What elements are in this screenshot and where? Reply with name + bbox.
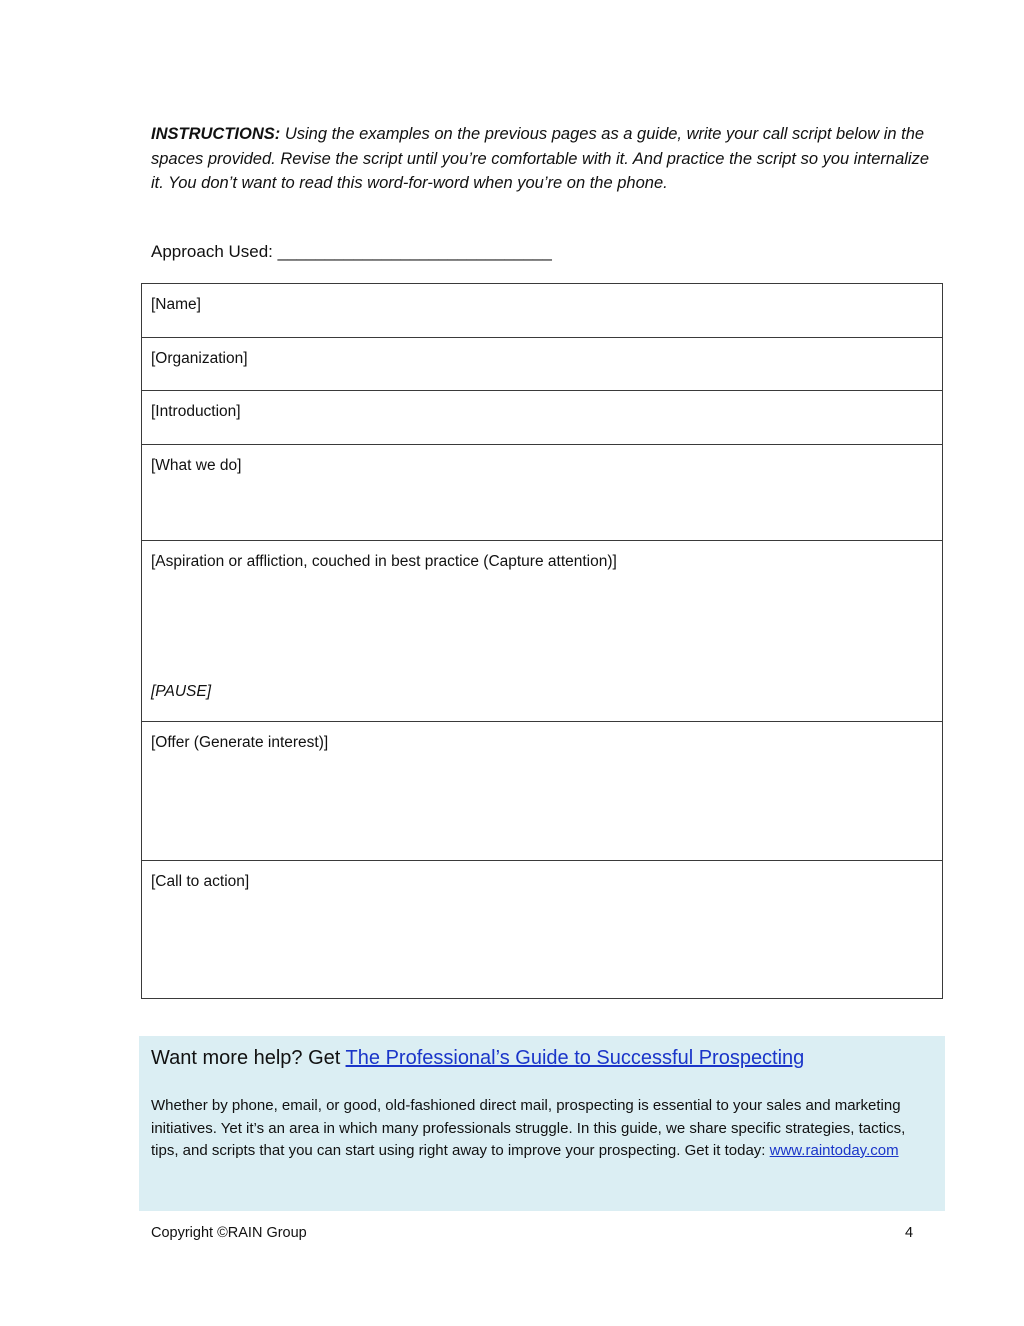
instructions-text: Using the examples on the previous pages as a guide, write your call script below in the spaces provided. Revise the script until you’re comfortable with it. And practice the script so you internalize it. You don’t want to read this word-for-word when you’re on the phone. bbox=[151, 125, 930, 192]
instructions-label: INSTRUCTIONS: bbox=[151, 125, 281, 143]
script-row-label: [Offer (Generate interest)] bbox=[151, 734, 329, 751]
more-help-body-text: Whether by phone, email, or good, old-fashioned direct mail, prospecting is essential to your sales and marketing initiatives. Yet it’s an area in which many professionals struggle. In this guide, we share specific strategies, tactics, tips, and scripts that you can start using right away to improve your prospecting. Get it today: bbox=[151, 1097, 906, 1159]
script-row-label: [What we do] bbox=[151, 457, 242, 474]
script-row-pause-note: [PAUSE] bbox=[151, 683, 212, 700]
script-row-aspiration[interactable] bbox=[142, 541, 942, 722]
script-row-label: [Call to action] bbox=[151, 873, 250, 890]
script-row-introduction[interactable] bbox=[142, 391, 942, 445]
script-row-what-we-do[interactable] bbox=[142, 445, 942, 541]
script-row-offer[interactable] bbox=[142, 722, 942, 861]
page-number: 4 bbox=[905, 1225, 914, 1241]
more-help-title bbox=[151, 1044, 804, 1072]
more-help-title-prefix: Want more help? Get bbox=[151, 1047, 346, 1069]
approach-used-line bbox=[151, 240, 552, 264]
guide-link[interactable]: The Professional’s Guide to Successful Prospecting bbox=[345, 1047, 805, 1069]
approach-used-blank: _____________________________ bbox=[277, 242, 552, 261]
script-row-label: [Introduction] bbox=[151, 403, 241, 420]
more-help-box bbox=[139, 1036, 945, 1211]
instructions-paragraph bbox=[151, 122, 941, 196]
script-row-label: [Name] bbox=[151, 296, 201, 313]
script-row-organization[interactable] bbox=[142, 338, 942, 391]
call-script-table bbox=[141, 283, 943, 999]
raintoday-link[interactable]: www.raintoday.com bbox=[769, 1142, 899, 1159]
copyright-text: Copyright ©RAIN Group bbox=[151, 1225, 307, 1241]
more-help-body bbox=[151, 1095, 931, 1163]
script-row-label: [Organization] bbox=[151, 350, 248, 367]
script-row-name[interactable] bbox=[142, 284, 942, 338]
approach-used-label: Approach Used: bbox=[151, 242, 278, 261]
script-row-call-to-action[interactable] bbox=[142, 861, 942, 998]
script-row-label: [Aspiration or affliction, couched in best practice (Capture attention)] bbox=[151, 553, 617, 570]
